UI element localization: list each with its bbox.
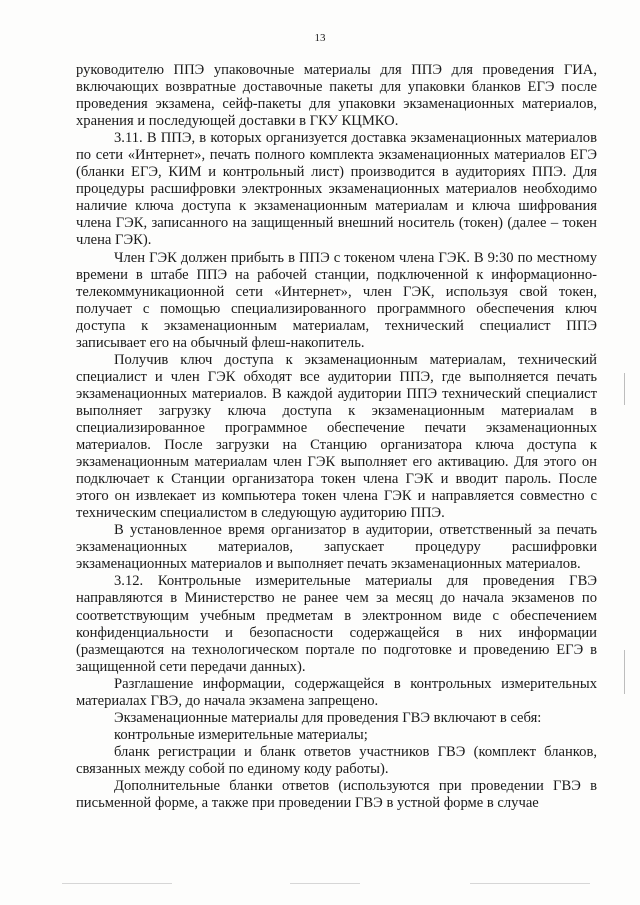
list-item-forms: бланк регистрации и бланк ответов участников ГВЭ (комплект бланков, связанных между собой по единому коду работы).	[76, 743, 597, 777]
scan-edge-line	[62, 883, 172, 884]
paragraph-gek-member: Член ГЭК должен прибыть в ППЭ с токеном члена ГЭК. В 9:30 по местному времени в штабе ППЭ на рабочей станции, подключенной к информационно-телекоммуникационной сети «Интернет», член ГЭК, используя свой токен, получает с помощью специализированного программного обеспечения ключ доступа к экзаменационным материалам, технический специалист ППЭ записывает его на обычный флеш-накопитель.	[76, 249, 597, 351]
paragraph-disclosure: Разглашение информации, содержащейся в контрольных измерительных материалах ГВЭ, до начала экзамена запрещено.	[76, 675, 597, 709]
paragraph-materials-include: Экзаменационные материалы для проведения ГВЭ включают в себя:	[114, 709, 542, 726]
paragraph-continuation: руководителю ППЭ упаковочные материалы для ППЭ для проведения ГИА, включающих возвратные доставочные пакеты для упаковки бланков ЕГЭ после проведения экзамена, сейф-пакеты для упаковки экзаменационных материалов, хранения и последующей доставки в ГКУ КЦМКО.	[76, 62, 597, 130]
list-item-kim: контрольные измерительные материалы;	[114, 726, 368, 743]
paragraph-additional-forms: Дополнительные бланки ответов (используются при проведении ГВЭ в письменной форме, а также при проведении ГВЭ в устной форме в случае	[76, 777, 597, 812]
scan-edge-line	[470, 883, 590, 884]
scan-margin-mark	[624, 373, 625, 405]
paragraph-print-time: В установленное время организатор в аудитории, ответственный за печать экзаменационных материалов, запускает процедуру расшифровки экзаменационных материалов и выполняет печать экзаменационных материалов.	[76, 522, 597, 573]
paragraph-access-key: Получив ключ доступа к экзаменационным материалам, технический специалист и член ГЭК обходят все аудитории ППЭ, где выполняется печать экзаменационных материалов. В каждой аудитории ППЭ технический специалист выполняет загрузку ключа доступа к экзаменационным материалам в специализированное программное обеспечение печати экзаменационных материалов. После загрузки на Станцию организатора ключа доступа к экзаменационным материалам член ГЭК выполняет его активацию. Для этого он подключает к Станции организатора токен члена ГЭК и вводит пароль. После этого он извлекает из компьютера токен члена ГЭК и направляется совместно с техническим специалистом в следующую аудиторию ППЭ.	[76, 351, 597, 522]
scan-margin-mark	[624, 650, 625, 694]
page-number: 13	[314, 32, 326, 44]
document-body	[76, 62, 597, 812]
paragraph-3-12: 3.12. Контрольные измерительные материалы для проведения ГВЭ направляются в Министерство не ранее чем за месяц до начала экзаменов по соответствующим учебным предметам в электронном виде с обеспечением конфиденциальности и безопасности содержащейся в них информации (размещаются на технологическом портале по подготовке и проведению ЕГЭ в защищенной сети передачи данных).	[76, 573, 597, 675]
scan-edge-line	[290, 883, 360, 884]
paragraph-3-11: 3.11. В ППЭ, в которых организуется доставка экзаменационных материалов по сети «Интернет», печать полного комплекта экзаменационных материалов ЕГЭ (бланки ЕГЭ, КИМ и контрольный лист) производится в аудиториях ППЭ. Для процедуры расшифровки электронных экзаменационных материалов необходимо наличие ключа доступа к экзаменационным материалам и ключа шифрования члена ГЭК, записанного на защищенный внешний носитель (токен) (далее – токен члена ГЭК).	[76, 130, 597, 249]
